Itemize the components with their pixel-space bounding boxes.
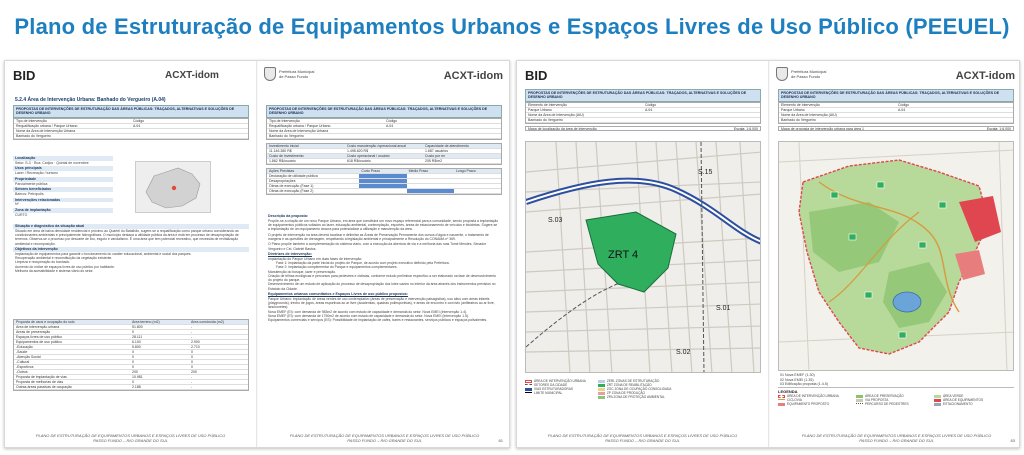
table-cell: 0 <box>191 365 193 369</box>
field-value: CURTO <box>15 212 28 217</box>
legend-item <box>598 395 672 399</box>
table-cell: 0 <box>191 350 193 354</box>
sector-label-s15: S.15 <box>698 169 713 176</box>
table-cell: Proposta de melhorias de vias <box>16 380 64 384</box>
section-label: Diretrizes de intervenção: <box>268 251 312 256</box>
list-item: Equipamentos comerciais e serviços (ES): Possibilidade de implantação de cafés, bares e restaurantes, serviços públicos e espaços polivalentes. <box>268 318 488 323</box>
table-cell: Elemento de Intervenção <box>781 102 820 107</box>
table-cell: 0 <box>132 365 134 369</box>
legend-col-1 <box>525 379 586 399</box>
table-cell: - <box>191 380 193 384</box>
bid-logo: BID <box>13 68 36 83</box>
table-cell: Longo Prazo <box>455 168 476 173</box>
prefeitura-logo <box>264 67 315 81</box>
table-cell: Código <box>386 118 398 123</box>
page-footer: PLANO DE ESTRUTURAÇÃO DE EQUIPAMENTOS URBANOS E ESPAÇOS LIVRES DE USO PÚBLICO PASSO FUNDO – RIO GRANDE DO SUL <box>289 433 480 443</box>
table-cell: Médio Prazo <box>408 168 429 173</box>
intervention-table <box>13 118 249 140</box>
legend-swatch <box>598 396 605 399</box>
timeline-cell <box>407 184 454 188</box>
area-table <box>13 319 249 391</box>
field-label: Usos principais <box>13 166 113 171</box>
list-item: Recuperação ambiental e reconstituição da vegetação existente. <box>15 256 113 261</box>
section-label: Equipamentos urbanos comunitários e Espaços Livres de uso público propostos: <box>268 292 408 297</box>
location-map-legend <box>525 379 761 399</box>
document-spread-2 <box>516 60 1020 448</box>
table-cell: Custo de investimento <box>269 153 304 158</box>
legend-col-2 <box>598 379 672 399</box>
table-row <box>14 385 248 390</box>
lake <box>893 292 921 312</box>
right-header-block <box>778 89 1014 131</box>
map-marker-icon <box>877 182 884 188</box>
situacao-block <box>13 223 249 273</box>
list-item: Implantação do Parque Urbano em duas fases de intervenção: <box>268 256 363 261</box>
map-scale: Escala: 1:6.000 <box>986 126 1011 130</box>
table-cell: 10.981 <box>132 375 143 379</box>
map-caption-row <box>778 126 1014 131</box>
table-cell: Área de intervenção urbana <box>16 325 60 329</box>
paragraph: Situado em área de baixa densidade residencial e próximo ao Quartel do Batalhão, sugere-se a requalificação como parque urbano considerando as condicionantes ambientais e principalmente hidrográficas. O município destaca a utilidade pública da área e está em processo de desapropriação de terrenos. Observa-se o processo por descarte de lixo, esgoto e vandalismo. É uma área que tem potencial recreativo, que necessita de revitalização ambiental e recomposição. <box>15 228 239 246</box>
table-cell: Código <box>645 102 657 107</box>
location-map-drawing <box>526 142 761 373</box>
legend-label: SETORES DA CIDADE <box>534 383 568 387</box>
table-cell: Custo operacional / usuário <box>347 153 390 158</box>
table-cell: Requalificação urbana / Parque Urbano <box>16 123 78 128</box>
list-item: Criação de trilhas ecológicas e percursos para pedestres e ciclistas, conforme estudo preliminar específico a ser elaborado na fase de desenvolvimento do projeto do parque. <box>268 273 497 283</box>
acxt-idom-logo: ACXT-idom <box>443 70 503 82</box>
sector-label-s01: S.01 <box>716 305 731 312</box>
table-row <box>267 134 501 139</box>
table-cell: A.04 <box>386 123 394 128</box>
legend-label: ZOC ZONA DE OCUPAÇÃO CONSOLIDADA <box>606 387 672 391</box>
table-cell: 200 <box>191 370 197 374</box>
list-item: Nova EMEF (EI): com demanda de 1750m2 de acordo com estudo de capacidade e demanda do setor. Nova EMEI (Intervenção 1.5). <box>268 314 469 319</box>
section-label: Descrição da proposta: <box>268 214 308 218</box>
field-label: Intervenções relacionadas <box>13 198 113 203</box>
timeline-cell <box>454 179 501 183</box>
page-left-1 <box>5 61 257 448</box>
table-cell: 5.800 <box>132 345 141 349</box>
map-scale: Escala: 1:6.000 <box>733 126 758 130</box>
table-cell: Desapropriações <box>269 178 296 183</box>
legend-label: EQUIPAMENTO PROPOSTO <box>787 402 830 406</box>
legend-label: VIAS ESTRUTURADORAS <box>534 387 573 391</box>
table-cell: 200 <box>132 370 138 374</box>
table-cell: Obras de execução (Fase 1) <box>269 183 314 188</box>
guidelines-list <box>266 257 502 291</box>
page-footer: PLANO DE ESTRUTURAÇÃO DE EQUIPAMENTOS URBANOS E ESPAÇOS LIVRES DE USO PÚBLICO PASSO FUNDO – RIO GRANDE DO SUL <box>801 433 992 443</box>
table-cell: Código <box>898 102 910 107</box>
map-marker-icon <box>899 332 906 338</box>
table-cell: Outras áreas passivas de ocupação <box>16 385 72 389</box>
table-cell: 28.111 <box>132 335 143 339</box>
legend-swatch <box>778 403 785 406</box>
table-cell: 205 R$/m2 <box>425 158 443 163</box>
legend-label: PERCURSO DE PEDESTRES <box>865 402 909 406</box>
intervention-table <box>778 102 1014 124</box>
legend-label: CICLOVIA <box>787 398 802 402</box>
table-cell: Banhado do Vergueiro <box>269 133 304 138</box>
location-map <box>525 141 761 373</box>
legend-label: ESTACIONAMENTO <box>943 402 973 406</box>
field-label: Zona de implantação <box>13 208 113 213</box>
proposal-legend <box>778 387 1014 406</box>
table-cell: Parque Urbano <box>781 107 805 112</box>
section-title: 5.2.4 Área de Intervenção Urbana: Banhado do Vergueiro (A.04) <box>15 97 166 103</box>
legend-items <box>778 394 1014 406</box>
table-cell: 1.862 R$/usuário <box>269 158 296 163</box>
table-cell: Proposta de implantação de vias <box>16 375 67 379</box>
legend-title: LEGENDA <box>778 389 798 394</box>
legend-label: LIMITE MUNICIPAL <box>534 391 563 395</box>
legend-swatch <box>525 392 532 395</box>
table-cell: - <box>191 385 193 389</box>
table-cell: Curto Prazo <box>361 168 381 173</box>
table-row <box>267 189 501 194</box>
table-cell: Banhado do Vergueiro <box>16 133 51 138</box>
list-item: Desenvolvimento de um estudo de aplicação do processo de desapropriação dos lotes vazios no interior da área através dos instrumentos previstos no Estatuto da Cidade. <box>268 282 496 291</box>
map-marker-icon <box>831 192 838 198</box>
legend-label: ZPA ZONA DE PROTEÇÃO AMBIENTAL <box>606 395 665 399</box>
bid-logo: BID <box>525 68 548 83</box>
table-cell: -Cultural <box>16 360 30 364</box>
legend-item <box>934 402 1004 406</box>
table-cell: Tipo de Intervenção <box>269 118 300 123</box>
table-cell: 1.498.620 R$ <box>347 148 369 153</box>
table-cell: Equipamentos de uso público <box>16 340 62 344</box>
table-cell: Investimento inicial <box>269 143 299 148</box>
header-box: PROPOSTAS DE INTERVENÇÕES DE ESTRUTURAÇÃO DAS ÁREAS PÚBLICAS: TRAÇADOS, ALTERNATIVAS E SOLUÇÕES DE DESENHO URBANO <box>266 105 502 118</box>
table-cell: Espaços livres de uso público <box>16 335 63 339</box>
prefeitura-name: Prefeitura Municipal de Passo Fundo <box>791 69 827 79</box>
slide-title: Plano de Estruturação de Equipamentos Urbanos e Espaços Livres de Uso Público (PEEUEL) <box>14 14 1010 39</box>
description-block <box>266 213 502 323</box>
field-value: Nº <box>15 202 19 207</box>
page-footer: PLANO DE ESTRUTURAÇÃO DE EQUIPAMENTOS URBANOS E ESPAÇOS LIVRES DE USO PÚBLICO PASSO FUNDO – RIO GRANDE DO SUL <box>547 433 738 443</box>
table-cell: A.04 <box>898 107 906 112</box>
page-right-2 <box>770 61 1020 448</box>
table-cell: Custo manutenção /operacional anual <box>347 143 406 148</box>
table-cell: Nome da Área de Intervenção Urbana <box>269 128 329 133</box>
legend-item <box>778 402 848 406</box>
table-cell: -Atenção Social <box>16 355 41 359</box>
paragraph: Propõe-se a criação de um novo Parque Urbano, em área que constituirá um novo espaço referencial para a comunidade, sendo proposta a implantação de equipamentos públicos voltados ao lazer, educação ambiental, contemplação, esportes, áreas de estacionamento de veículos e bicicletas. Sugere-se a implantação de um equipamento âncora para potencializar a utilização e manutenção da área. <box>268 218 499 232</box>
timeline-cell <box>454 189 501 193</box>
legend-swatch <box>525 384 532 387</box>
table-row <box>526 118 760 123</box>
table-cell: 0 <box>191 360 193 364</box>
right-header-block <box>266 105 502 195</box>
legend-label: ÁREA VERDE <box>943 394 964 398</box>
list-item: Manutenção do bosque, lazer e preservação. <box>268 269 337 274</box>
actions-table <box>266 168 502 195</box>
table-cell: Elemento de Intervenção <box>528 102 567 107</box>
table-cell: Tipo de Intervenção <box>16 118 47 123</box>
table-cell: Área construída (m2) <box>191 320 224 324</box>
zrt4-label: ZRT 4 <box>608 249 639 261</box>
legend-label: VIA PROPOSTA <box>865 398 889 402</box>
area-table-grid <box>13 319 249 391</box>
table-cell: Obras de execução (Fase 2) <box>269 188 314 193</box>
map-marker-icon <box>939 202 946 208</box>
table-cell: 0 <box>132 355 134 359</box>
left-header-block <box>13 105 249 140</box>
legend-swatch <box>598 388 605 391</box>
acxt-logo: ACXT-idom <box>165 70 219 81</box>
proposal-map-drawing <box>779 142 1014 371</box>
timeline-cell <box>359 184 406 188</box>
intervention-table <box>525 102 761 124</box>
legend-item <box>525 391 586 395</box>
table-cell: -Esportivos <box>16 365 34 369</box>
table-cell: 1.687 usuários <box>425 148 448 153</box>
timeline-cell <box>359 189 406 193</box>
document-spread-1 <box>4 60 510 448</box>
list-item: Implantação de equipamentos para garantir o funcionamento do caráter educacional, ambiental e social dos parques. <box>15 251 192 256</box>
timeline-cell <box>454 184 501 188</box>
legend-label: ÁREA DE INTERVENÇÃO URBANA <box>534 379 586 383</box>
table-cell: Banhado do Vergueiro <box>781 117 816 122</box>
page-left-2 <box>517 61 769 448</box>
table-cell: Nome da Área de Intervenção (AIU) <box>528 112 584 117</box>
table-cell: 2.710 <box>191 345 200 349</box>
section-label: Objetivos da intervenção <box>13 247 249 252</box>
table-row <box>267 159 501 164</box>
legend-label: ÁREA DE INTERVENÇÃO URBANA <box>787 394 839 398</box>
field-value: Setor: S-3 · Rua: Carijos · Quintal de novembre <box>15 160 89 165</box>
table-cell: 11.146.380 R$ <box>269 148 292 153</box>
map-note: 01 Nova EMEF (1.30) <box>780 373 815 377</box>
timeline-cell <box>407 179 454 183</box>
table-row <box>14 134 248 139</box>
table-cell: Áreas de preservação <box>16 330 51 334</box>
table-cell: 0 <box>191 355 193 359</box>
table-cell: A.04 <box>133 123 141 128</box>
table-cell: 2.188 <box>132 385 141 389</box>
table-cell: 0 <box>132 380 134 384</box>
proposal-map <box>778 141 1014 371</box>
list-item: Nova EMEF (EI): com demanda de 983m2 de acordo com estudo de capacidade e demanda do setor. Nova EMEI (Intervenção 1.4). <box>268 309 468 314</box>
paragraph: O Plano propõe também a complementação do sistema viário, com a execução da abertura de via e a melhoria das ruas Tomé Mendes, Senador Vergueiro e Cel. Gabriel Bastos. <box>268 242 487 251</box>
legend-swatch <box>525 380 532 383</box>
legend-swatch <box>598 380 605 383</box>
legend-swatch <box>598 384 605 387</box>
list-item: Parque Urbano: implantação de áreas verdes de uso contemplativo (áreas de preservação e intervenção paisagística), uso ativo com áreas infantis (playgrounds), trecho de jogos, áreas esportivas ao ar livre (academias, quadras poliesportivas), e áreas de encontro e convívio (anfiteatros ao ar livre, lanchonetes). <box>268 296 495 310</box>
investment-table <box>266 143 502 165</box>
table-cell: Banhado do Vergueiro <box>528 117 563 122</box>
map-marker-icon <box>919 242 926 248</box>
field-value: Parcialmente pública <box>15 181 48 186</box>
table-cell: Requalificação urbana / Parque Urbano <box>269 123 331 128</box>
table-cell: Nome da Área de Intervenção Urbana <box>16 128 76 133</box>
table-cell: Código <box>133 118 145 123</box>
list-item: Fase 1: implantação da parte inicial do projeto de Parque, de acordo com projeto executivo definido pela Prefeitura. <box>276 260 450 265</box>
table-cell: 0 <box>132 330 134 334</box>
table-cell: -Saúde <box>16 350 28 354</box>
table-cell: -Outros <box>16 370 28 374</box>
location-marker-icon <box>172 186 176 190</box>
table-cell: 51.800 <box>132 325 143 329</box>
timeline-cell <box>359 174 406 178</box>
table-cell: 0 <box>132 350 134 354</box>
timeline-cell <box>407 189 454 193</box>
table-cell: Área terreno (m2) <box>132 320 160 324</box>
legend-swatch <box>598 392 605 395</box>
table-cell: -Educação <box>16 345 33 349</box>
prefeitura-name: Prefeitura Municipal de Passo Fundo <box>279 69 315 79</box>
legend-swatch <box>525 388 532 391</box>
legend-swatch <box>856 403 863 406</box>
table-cell: Custo por m² <box>425 153 446 158</box>
table-cell: Declaração de utilidade pública <box>269 173 318 178</box>
location-minimap <box>135 161 211 213</box>
map-caption-row <box>525 126 761 131</box>
table-cell: 2.900 <box>191 340 200 344</box>
minimap-shape <box>136 162 212 214</box>
field-label: Setores beneficiados <box>13 187 113 192</box>
field-label: Localização <box>13 156 113 161</box>
paragraph: O projeto de intervenção na área deverá localizar e delimitar as Áreas de Preservação Permanente dos cursos d'água e nascente, o tratamento de margens e as questões de drenagem, respeitando a legislação ambiental e principalmente a Resolução do CONAMA nº 369. <box>268 232 489 241</box>
fields-block <box>13 155 113 217</box>
list-item: Aumento do índice de espaços livres de uso público por habitante. <box>15 264 115 269</box>
map-caption: Mapa de localização da área de intervenção <box>528 126 597 130</box>
map-marker-icon <box>849 234 856 240</box>
page-right-1 <box>258 61 510 448</box>
sector-label-s02: S.02 <box>676 349 691 356</box>
field-label: Propriedade <box>13 177 113 182</box>
legend-label: ZERL ZONAS DE ESTRUTURAÇÃO <box>606 379 660 383</box>
header-box: PROPOSTAS DE INTERVENÇÕES DE ESTRUTURAÇÃO DAS ÁREAS PÚBLICAS: TRAÇADOS, ALTERNATIVAS E SOLUÇÕES DE DESENHO URBANO <box>778 89 1014 102</box>
table-cell: Nome da Área de Intervenção (AIU) <box>781 112 837 117</box>
table-cell: 618 R$/usuário <box>347 158 371 163</box>
section-label: Situação e diagnóstico da situação atual <box>13 224 249 229</box>
page-number: 81 <box>498 438 503 443</box>
legend-label: ÁREA DE EQUIPAMENTOS <box>943 398 984 402</box>
map-notes <box>780 373 900 387</box>
table-cell: 0 <box>132 360 134 364</box>
sector-label-s03: S.03 <box>548 217 563 224</box>
table-cell: - <box>191 375 193 379</box>
table-cell: - <box>191 330 193 334</box>
field-value: Bairros: Petrópolis <box>15 191 44 196</box>
table-cell: Ações Previstas <box>269 168 295 173</box>
list-item: Fase 2: implantação complementar do Parque e equipamentos complementares. <box>276 265 398 270</box>
legend-label: ZP ZONA DE PRODUÇÃO <box>606 391 646 395</box>
table-cell: - <box>191 325 193 329</box>
timeline-cell <box>407 174 454 178</box>
page-number: 83 <box>1010 438 1015 443</box>
timeline-cell <box>359 179 406 183</box>
table-cell: A.04 <box>645 107 653 112</box>
table-cell: Parque Urbano <box>528 107 552 112</box>
city-seal-icon <box>776 67 788 81</box>
intervention-table <box>266 118 502 140</box>
map-note: 02 Nova EMEI (1.35) <box>780 377 814 382</box>
prefeitura-logo <box>776 67 827 81</box>
map-note: 03 Edificação proposta (1.4.5) <box>780 382 828 387</box>
list-item: Limpeza e recuperação do banhado. <box>15 260 71 265</box>
legend-label: ÁREA DE PRESERVAÇÃO <box>865 394 904 398</box>
acxt-idom-logo: ACXT-idom <box>955 70 1015 82</box>
table-cell: Capacidade de atendimento <box>425 143 469 148</box>
city-seal-icon <box>264 67 276 81</box>
equipment-list <box>266 297 502 323</box>
header-box: PROPOSTAS DE INTERVENÇÕES DE ESTRUTURAÇÃO DAS ÁREAS PÚBLICAS: TRAÇADOS, ALTERNATIVAS E SOLUÇÕES DE DESENHO URBANO <box>13 105 249 118</box>
table-cell: Proposta de usos e ocupação do solo <box>16 320 75 324</box>
list-item: Melhoria da acessibilidade e sistema viário do setor. <box>15 268 94 273</box>
objectives-list <box>13 252 249 273</box>
header-box: PROPOSTAS DE INTERVENÇÕES DE ESTRUTURAÇÃO DAS ÁREAS PÚBLICAS: TRAÇADOS, ALTERNATIVAS E SOLUÇÕES DE DESENHO URBANO <box>525 89 761 102</box>
table-cell: - <box>191 335 193 339</box>
legend-item <box>856 402 926 406</box>
timeline-cell <box>454 174 501 178</box>
left-header-block <box>525 89 761 131</box>
field-value: Lazer / Recreação / turismo <box>15 171 58 176</box>
map-caption: Mapa de proposta de intervenção urbana para área 1 <box>781 126 864 130</box>
table-row <box>779 118 1013 123</box>
page-footer: PLANO DE ESTRUTURAÇÃO DE EQUIPAMENTOS URBANOS E ESPAÇOS LIVRES DE USO PÚBLICO PASSO FUNDO – RIO GRANDE DO SUL <box>35 433 226 443</box>
table-cell: 6.100 <box>132 340 141 344</box>
map-marker-icon <box>865 292 872 298</box>
legend-swatch <box>934 403 941 406</box>
legend-label: ZRT ZONA DE REABILITAÇÃO <box>606 383 652 387</box>
